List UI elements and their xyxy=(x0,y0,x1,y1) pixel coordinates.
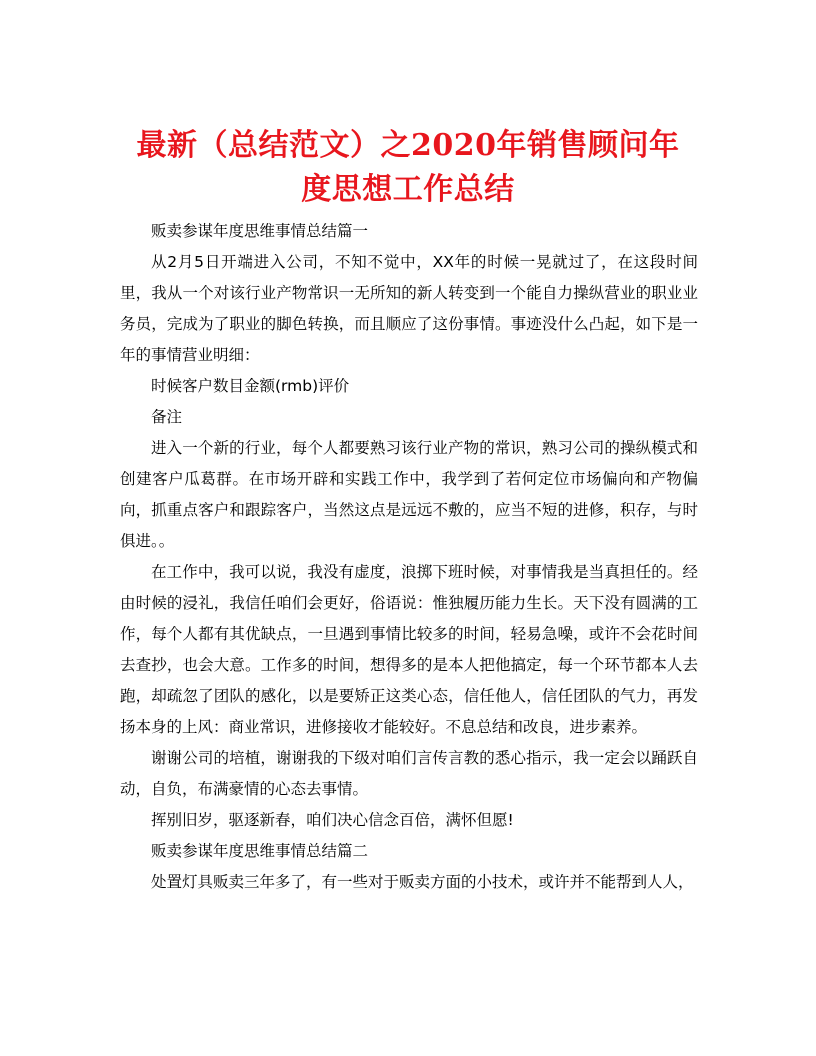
title-line-2: 度思想工作总结 xyxy=(301,172,515,208)
document-title xyxy=(118,124,698,212)
section-heading-1: 贩卖参谋年度思维事情总结篇一 xyxy=(151,222,369,240)
body-paragraph: 备注 xyxy=(151,408,183,426)
body-paragraph: 进入一个新的行业，每个人都要熟习该行业产物的常识，熟习公司的操纵模式和创建客户瓜葛群。在市场开辟和实践工作中，我学到了若何定位市场偏向和产物偏向，抓重点客户和跟踪客户，当然这点是远远不敷的，应当不短的进修，积存，与时俱进。。 xyxy=(120,439,698,550)
body-paragraph: 处置灯具贩卖三年多了，有一些对于贩卖方面的小技术，或许并不能帮到人人， xyxy=(151,873,694,891)
body-paragraph: 挥别旧岁，驱逐新春，咱们决心信念百倍，满怀但愿! xyxy=(151,811,514,829)
body-paragraph: 在工作中，我可以说，我没有虚度，浪掷下班时候，对事情我是当真担任的。经由时候的浸礼，我信任咱们会更好，俗语说：惟独履历能力生长。天下没有圆满的工作，每个人都有其优缺点，一旦遇到事情比较多的时间，轻易急噪，或许不会花时间去查抄，也会大意。工作多的时间，想得多的是本人把他搞定，每一个环节都本人去跑，却疏忽了团队的感化，以是要矫正这类心态，信任他人，信任团队的气力，再发扬本身的上风：商业常识，进修接收才能较好。不息总结和改良，进步素养。 xyxy=(120,563,698,736)
title-line-1: 最新（总结范文）之2020年销售顾问年 xyxy=(136,128,680,164)
body-paragraph: 谢谢公司的培植，谢谢我的下级对咱们言传言教的悉心指示，我一定会以踊跃自动，自负，布满豪情的心态去事情。 xyxy=(120,749,698,798)
document-body xyxy=(120,216,698,898)
body-paragraph: 从2月5日开端进入公司，不知不觉中，XX年的时候一晃就过了，在这段时间里，我从一个对该行业产物常识一无所知的新人转变到一个能自力操纵营业的职业业务员，完成为了职业的脚色转换，而且顺应了这份事情。事迹没什么凸起，如下是一年的事情营业明细： xyxy=(120,253,698,364)
section-heading-2: 贩卖参谋年度思维事情总结篇二 xyxy=(151,842,369,860)
body-paragraph: 时候客户数目金额(rmb)评价 xyxy=(151,377,350,395)
